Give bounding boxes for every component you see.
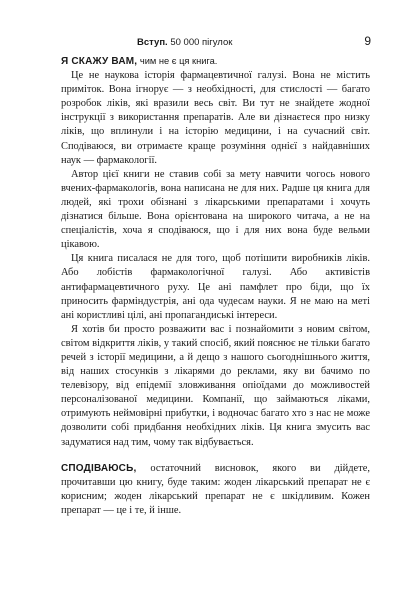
page-number: 9 xyxy=(364,34,371,48)
running-head xyxy=(137,34,371,48)
paragraph: Я хотів би просто розважити вас і познайомити з новим світом, світом відкриття ліків, у такий спосіб, який пояснює не тільки багато речей з історії медицини, а й дещо з нашого сьогоднішнього життя, від наших стосунків з лікарями до реклами, яку ви бачимо по телевізору, від епідемії зловживання опіоїдами до можливостей персоналізованої медицини. Компанії, що займаються ліками, отримують неймовірні прибутки, і водночас багато хто з нас не може дозволити собі придбання необхідних ліків. Ця книга змусить вас задуматися над тим, чому так відбувається. xyxy=(61,323,370,448)
opening-line xyxy=(61,54,370,69)
paragraph: Автор цієї книги не ставив собі за мету навчити чогось нового вчених-фармакологів, вона написана не для них. Радше ця книга для людей, які трохи обізнані з лікарськими препаратами і хочуть дізнатися більше. Вона орієнтована на широкого читача, а не на спеціалістів, хоча я сподіваюся, що і для них вона буде вельми цікавою. xyxy=(61,168,370,251)
chapter-title: 50 000 пігулок xyxy=(170,37,233,48)
closing-paragraph xyxy=(61,462,370,518)
paragraph: Це не наукова історія фармацевтичної галузі. Вона не містить приміток. Вона ігнорує — з необхідності, для стислості — багато розробок ліків, які вразили весь світ. Ви тут не знайдете жодної інструкції з використання препаратів. Але ви дізнаєтеся про низку ліків, що вплинули і на історію медицини, і на сучасний світ. Сподіваюся, ви отримаєте краще розуміння однієї з найдавніших наук — фармакології. xyxy=(61,70,370,166)
chapter-label: Вступ. xyxy=(137,37,168,48)
closing-tail: остаточний висновок, якого ви дійдете, прочитавши цю книгу, буде таким: жоден лікарський препарат не є корисним; жоден лікарський препарат не є шкідливим. Кожен препарат — це і те, й інше. xyxy=(61,462,370,516)
paragraph: Ця книга писалася не для того, щоб потішити виробників ліків. Або лобістів фармакологічної галузі. Або активістів антифармацевтичного руху. Це ані памфлет про біди, що їх приносить фарміндустрія, ані ода чудесам науки. Я не маю на меті ані користливі цілі, ані пропагандиські інтереси. xyxy=(61,253,370,321)
opening-tail: чим не є ця книга. xyxy=(137,56,218,66)
closing-phrase: СПОДІВАЮСЬ, xyxy=(61,462,137,474)
body-text xyxy=(61,54,370,518)
opening-phrase: Я СКАЖУ ВАМ, xyxy=(61,56,138,67)
running-head-title xyxy=(137,37,232,48)
